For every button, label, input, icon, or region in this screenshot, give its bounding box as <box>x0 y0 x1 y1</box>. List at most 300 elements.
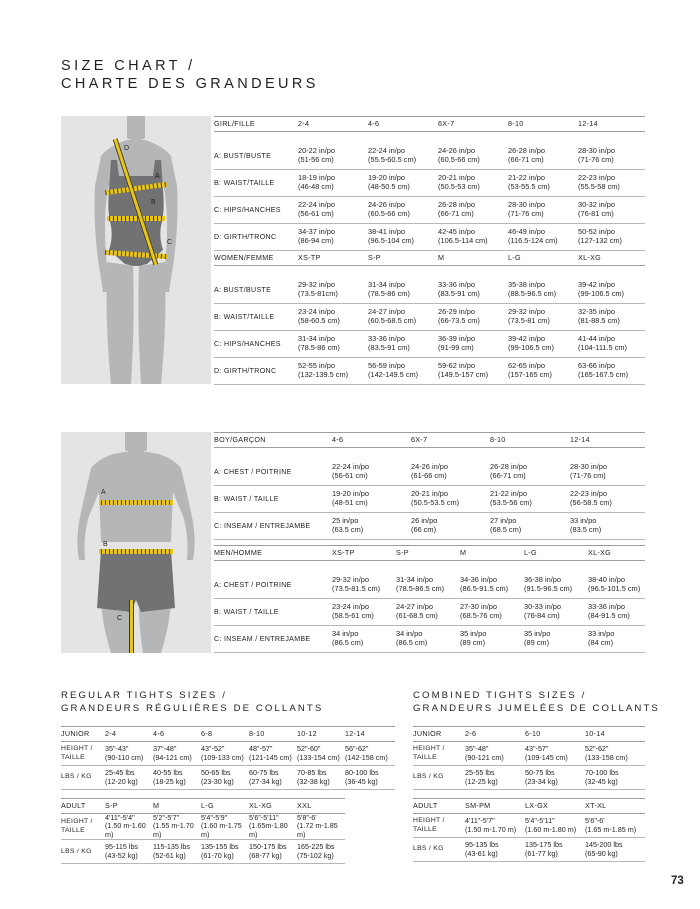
women-measure-cell <box>298 358 368 385</box>
value-metric: (60.5-66 cm) <box>368 209 410 218</box>
value-metric: (109-133 cm) <box>201 752 244 762</box>
value-metric: (56-61 cm) <box>298 209 334 218</box>
value-imperial: 80-100 lbs <box>345 768 379 778</box>
tights-cell <box>297 814 345 840</box>
tights-cell <box>153 766 201 790</box>
girls-measure-cell <box>298 224 368 251</box>
value-metric: (46-48 cm) <box>298 182 334 191</box>
men-measure-cell <box>524 599 588 626</box>
value-metric: (165-167.5 cm) <box>578 370 629 379</box>
combined-tights-title-line-2: GRANDEURS JUMELÉES DE COLLANTS <box>413 703 660 715</box>
value-metric: (89 cm) <box>524 638 550 647</box>
men-measure-cell <box>588 599 645 626</box>
value-imperial: 26-28 in/po <box>490 462 527 472</box>
value-imperial: 46-49 in/po <box>508 227 545 237</box>
men-measure-cell <box>460 572 524 599</box>
girls-measure-cell <box>438 224 508 251</box>
male-label-b: B <box>103 541 108 548</box>
tights-cell <box>249 840 297 864</box>
tights-cell <box>465 838 525 862</box>
value-metric: (96.5-104 cm) <box>368 236 415 245</box>
value-imperial: 43"-52" <box>201 744 225 754</box>
value-metric: (66-71 cm) <box>508 155 544 164</box>
value-imperial: 29-32 in/po <box>508 307 545 317</box>
tights-row-label <box>61 840 105 864</box>
value-imperial: 36-38 in/po <box>524 575 561 585</box>
boys-size-table <box>214 432 645 540</box>
tights-row <box>61 814 395 840</box>
men-size-table <box>214 545 645 653</box>
girls-measure-cell <box>578 143 645 170</box>
value-metric: (43-61 kg) <box>465 848 498 858</box>
value-metric: (53-55.5 cm) <box>508 182 550 191</box>
boys-header-row <box>214 433 645 448</box>
combined_tights-adult-label: ADULT <box>413 799 465 814</box>
men-measure-row <box>214 626 645 653</box>
value-metric: (99-106.5 cm) <box>508 343 555 352</box>
tights-row-label-line: LBS / KG <box>413 845 444 853</box>
value-metric: (66-73.5 cm) <box>438 316 480 325</box>
female-label-d: D <box>124 145 130 152</box>
value-imperial: 26-28 in/po <box>508 146 545 156</box>
women-group-label: WOMEN/FEMME <box>214 251 298 266</box>
men-size-header: M <box>460 546 524 561</box>
women-measure-cell <box>578 304 645 331</box>
value-metric: (90-121 cm) <box>465 752 504 762</box>
tights-cell <box>105 814 153 840</box>
women-size-header: XL-XG <box>578 251 645 266</box>
value-metric: (78.5-86.5 cm) <box>396 584 445 593</box>
value-imperial: 22-24 in/po <box>368 146 405 156</box>
regular-tights-title-line-2: GRANDEURS RÉGULIÈRES DE COLLANTS <box>61 703 324 715</box>
women-measure-cell <box>578 358 645 385</box>
tights-row <box>413 838 645 862</box>
girls-measure-cell <box>578 197 645 224</box>
tights-row-label-line: TAILLE <box>413 825 437 833</box>
boys-measure-cell <box>411 459 490 486</box>
boys-measure-cell <box>332 513 411 540</box>
value-imperial: 95-115 lbs <box>105 842 139 852</box>
value-metric: (90-110 cm) <box>105 752 144 762</box>
girls-measure-cell <box>298 197 368 224</box>
girls-women-size-table <box>214 116 645 385</box>
value-metric: (55.5-60.5 cm) <box>368 155 417 164</box>
value-metric: (18-25 kg) <box>153 776 186 786</box>
value-metric: (96.5-101.5 cm) <box>588 584 641 593</box>
tights-size-header: M <box>153 799 201 814</box>
women-measure-cell <box>298 277 368 304</box>
women-measure-cell <box>508 304 578 331</box>
tights-size-header: SM-PM <box>465 799 525 814</box>
men-measure-label: A: CHEST / POITRINE <box>214 572 332 599</box>
women-measure-cell <box>368 277 438 304</box>
value-imperial: 31-34 in/po <box>368 280 405 290</box>
value-metric: (91.5-96.5 cm) <box>524 584 573 593</box>
value-imperial: 34-36 in/po <box>460 575 497 585</box>
tights-cell <box>585 742 645 766</box>
tights-row <box>61 766 395 790</box>
combined_tights-adult-header-row <box>413 799 645 814</box>
female-label-b: B <box>151 199 156 206</box>
value-metric: (84-91.5 cm) <box>588 611 630 620</box>
tights-row-label <box>413 814 465 838</box>
girls-measure-cell <box>438 197 508 224</box>
value-metric: (73.5-81.5 cm) <box>332 584 381 593</box>
men-measure-cell <box>460 599 524 626</box>
value-imperial: 35"-43" <box>105 744 129 754</box>
value-metric: (86-94 cm) <box>298 236 334 245</box>
value-metric: (132-139.5 cm) <box>298 370 349 379</box>
value-imperial: 37"-48" <box>153 744 177 754</box>
tights-row-label-line: TAILLE <box>61 826 85 834</box>
value-imperial: 62-65 in/po <box>508 361 545 371</box>
value-metric: (86.5 cm) <box>332 638 364 647</box>
value-imperial: 150-175 lbs <box>249 842 287 852</box>
value-imperial: 5'2"-5'7" <box>153 813 180 822</box>
value-imperial: 50-75 lbs <box>525 768 555 778</box>
value-metric: (1.65m-1.80 m) <box>249 821 288 839</box>
boys-measure-row <box>214 486 645 513</box>
girls-measure-cell <box>298 143 368 170</box>
tights-cell <box>525 814 585 838</box>
value-imperial: 4'11"-5'4" <box>105 813 135 822</box>
tights-row-label-line: LBS / KG <box>61 773 92 781</box>
value-imperial: 4'11"-5'7" <box>465 816 495 826</box>
men-measure-cell <box>588 626 645 653</box>
boys-measure-cell <box>570 513 645 540</box>
value-imperial: 41-44 in/po <box>578 334 615 344</box>
page-title-line-2: CHARTE DES GRANDEURS <box>61 76 319 92</box>
value-imperial: 26-29 in/po <box>438 307 475 317</box>
value-imperial: 23-24 in/po <box>298 307 335 317</box>
value-metric: (51-56 cm) <box>298 155 334 164</box>
female-label-a: A <box>155 173 160 180</box>
tights-size-header: 2-4 <box>105 727 153 742</box>
value-imperial: 22-23 in/po <box>578 173 615 183</box>
tights-size-header: 6-10 <box>525 727 585 742</box>
tights-cell <box>297 766 345 790</box>
value-imperial: 21-22 in/po <box>490 489 527 499</box>
regular-tights-title <box>61 689 323 716</box>
boys-measure-label: A: CHEST / POITRINE <box>214 459 332 486</box>
value-imperial: 23-24 in/po <box>332 602 369 612</box>
girls-size-header: 8-10 <box>508 117 578 132</box>
men-measure-cell <box>524 572 588 599</box>
women-size-header: XS-TP <box>298 251 368 266</box>
boys-measure-cell <box>411 513 490 540</box>
value-imperial: 31-34 in/po <box>396 575 433 585</box>
women-measure-cell <box>508 358 578 385</box>
tights-cell <box>465 742 525 766</box>
women-measure-label: A: BUST/BUSTE <box>214 277 298 304</box>
men-measure-label: B: WAIST / TAILLE <box>214 599 332 626</box>
men-measure-cell <box>460 626 524 653</box>
value-metric: (43-52 kg) <box>105 850 138 860</box>
value-metric: (142-149.5 cm) <box>368 370 419 379</box>
value-imperial: 28-30 in/po <box>578 146 615 156</box>
value-metric: (127-132 cm) <box>578 236 622 245</box>
value-metric: (1.50 m-1.60 m) <box>105 821 146 839</box>
tights-size-header: 6-8 <box>201 727 249 742</box>
women-measure-cell <box>438 331 508 358</box>
page-number: 73 <box>671 875 684 887</box>
tights-row-label-line: HEIGHT / <box>61 745 93 753</box>
value-metric: (104-111.5 cm) <box>578 343 628 352</box>
value-imperial: 70-100 lbs <box>585 768 619 778</box>
value-imperial: 35-38 in/po <box>508 280 545 290</box>
tights-row-label <box>413 838 465 862</box>
value-imperial: 28-30 in/po <box>570 462 607 472</box>
value-metric: (48-51 cm) <box>332 498 368 507</box>
value-imperial: 35 in/po <box>524 629 551 639</box>
tights-row <box>413 766 645 790</box>
female-label-c: C <box>167 239 173 246</box>
girls-measure-cell <box>508 224 578 251</box>
value-metric: (71-76 cm) <box>570 471 606 480</box>
value-metric: (55.5-58 cm) <box>578 182 620 191</box>
value-imperial: 19-20 in/po <box>332 489 369 499</box>
value-imperial: 31-34 in/po <box>298 334 335 344</box>
tights-size-header: LX-GX <box>525 799 585 814</box>
value-metric: (61-66 cm) <box>411 471 447 480</box>
value-imperial: 33-36 in/po <box>588 602 625 612</box>
value-metric: (76-81 cm) <box>578 209 614 218</box>
tights-row <box>413 742 645 766</box>
women-measure-cell <box>508 331 578 358</box>
men-measure-label: C: INSEAM / ENTREJAMBE <box>214 626 332 653</box>
tights-cell <box>201 766 249 790</box>
girls-measure-row <box>214 170 645 197</box>
value-metric: (86.5-91.5 cm) <box>460 584 509 593</box>
value-metric: (75-102 kg) <box>297 850 334 860</box>
regular_tights-junior-label: JUNIOR <box>61 727 105 742</box>
value-metric: (65-90 kg) <box>585 848 618 858</box>
girls-measure-cell <box>368 170 438 197</box>
value-metric: (61-68.5 cm) <box>396 611 438 620</box>
tights-row-label <box>413 742 465 766</box>
women-header-row <box>214 251 645 266</box>
men-measure-cell <box>396 626 460 653</box>
women-measure-row <box>214 304 645 331</box>
value-metric: (66 cm) <box>411 525 437 534</box>
boys-measure-label: C: INSEAM / ENTREJAMBE <box>214 513 332 540</box>
boys-measure-cell <box>332 486 411 513</box>
value-imperial: 59-62 in/po <box>438 361 475 371</box>
tights-cell <box>105 766 153 790</box>
value-imperial: 95-135 lbs <box>465 840 499 850</box>
value-imperial: 50-65 lbs <box>201 768 231 778</box>
value-metric: (83.5-91 cm) <box>368 343 410 352</box>
value-metric: (81-88.5 cm) <box>578 316 620 325</box>
tights-row-label-line: TAILLE <box>413 753 437 761</box>
female-mannequin-illustration <box>61 116 211 384</box>
men-size-header: XS-TP <box>332 546 396 561</box>
women-measure-row <box>214 358 645 385</box>
men-size-header: S-P <box>396 546 460 561</box>
tights-cell <box>525 838 585 862</box>
value-imperial: 20-21 in/po <box>411 489 448 499</box>
regular-tights-title-line-1: REGULAR TIGHTS SIZES / <box>61 690 227 701</box>
regular_tights-adult-header-row <box>61 799 395 814</box>
value-metric: (50.5-53 cm) <box>438 182 480 191</box>
value-imperial: 5'8"-6' <box>297 813 317 822</box>
tights-row-label <box>61 814 105 840</box>
value-imperial: 145-200 lbs <box>585 840 623 850</box>
men-group-label: MEN/HOMME <box>214 546 332 561</box>
value-imperial: 56"-62" <box>345 744 369 754</box>
girls-measure-cell <box>368 224 438 251</box>
value-metric: (73.5-81 cm) <box>508 316 550 325</box>
page-title-line-1: SIZE CHART / <box>61 58 196 74</box>
male-label-c: C <box>117 615 123 622</box>
combined_tights-junior-label: JUNIOR <box>413 727 465 742</box>
tights-cell <box>585 814 645 838</box>
girls-measure-cell <box>508 170 578 197</box>
value-metric: (68.5 cm) <box>490 525 522 534</box>
boys-measure-cell <box>332 459 411 486</box>
value-imperial: 165-225 lbs <box>297 842 335 852</box>
value-metric: (78.5-86 cm) <box>298 343 340 352</box>
tights-row-label-line: TAILLE <box>61 753 85 761</box>
girls-measure-cell <box>368 143 438 170</box>
tights-cell <box>465 766 525 790</box>
women-measure-cell <box>508 277 578 304</box>
girls-measure-label: B: WAIST/TAILLE <box>214 170 298 197</box>
girls-measure-label: C: HIPS/HANCHES <box>214 197 298 224</box>
tights-row-label-line: HEIGHT / <box>413 745 445 753</box>
value-imperial: 35 in/po <box>460 629 487 639</box>
boys-measure-cell <box>570 486 645 513</box>
girls-measure-cell <box>578 224 645 251</box>
regular-tights-table <box>61 726 395 864</box>
value-metric: (36-45 kg) <box>345 776 378 786</box>
boys-measure-label: B: WAIST / TAILLE <box>214 486 332 513</box>
tights-row-label-line: LBS / KG <box>413 773 444 781</box>
women-measure-label: B: WAIST/TAILLE <box>214 304 298 331</box>
value-imperial: 135-155 lbs <box>201 842 239 852</box>
value-metric: (58-60.5 cm) <box>298 316 340 325</box>
value-imperial: 115-135 lbs <box>153 842 191 852</box>
value-metric: (78.5-86 cm) <box>368 289 410 298</box>
value-imperial: 48"-57" <box>249 744 273 754</box>
girls-measure-row <box>214 224 645 251</box>
value-imperial: 36-39 in/po <box>438 334 475 344</box>
value-imperial: 5'6"-6' <box>585 816 605 826</box>
value-metric: (84 cm) <box>588 638 614 647</box>
tights-row-label-line: HEIGHT / <box>413 817 445 825</box>
girls-measure-label: A: BUST/BUSTE <box>214 143 298 170</box>
value-metric: (89 cm) <box>460 638 486 647</box>
value-imperial: 52"-62" <box>585 744 609 754</box>
tights-size-header: XXL <box>297 799 345 814</box>
tights-size-header: 10-14 <box>585 727 645 742</box>
boys-measure-row <box>214 513 645 540</box>
value-imperial: 33 in/po <box>588 629 615 639</box>
women-measure-cell <box>438 304 508 331</box>
value-metric: (23-34 kg) <box>525 776 558 786</box>
value-imperial: 5'4"-5'11" <box>525 816 555 826</box>
value-imperial: 32-35 in/po <box>578 307 615 317</box>
girls-group-label: GIRL/FILLE <box>214 117 298 132</box>
value-metric: (1.55 m-1.70 m) <box>153 821 194 839</box>
men-measure-cell <box>588 572 645 599</box>
girls-size-header: 4-6 <box>368 117 438 132</box>
tights-size-header: 8-10 <box>249 727 297 742</box>
women-measure-row <box>214 277 645 304</box>
tights-row <box>413 814 645 838</box>
value-metric: (1.65 m-1.85 m) <box>585 824 637 834</box>
male-label-a: A <box>101 489 106 496</box>
tights-cell <box>201 814 249 840</box>
value-imperial: 34 in/po <box>396 629 423 639</box>
girls-measure-label: D: GIRTH/TRONC <box>214 224 298 251</box>
tights-size-header: S-P <box>105 799 153 814</box>
value-metric: (133-154 cm) <box>297 752 340 762</box>
women-measure-cell <box>438 277 508 304</box>
value-metric: (116.5-124 cm) <box>508 236 558 245</box>
value-imperial: 43"-57" <box>525 744 549 754</box>
value-metric: (99-106.5 cm) <box>578 289 625 298</box>
combined_tights-junior-header-row <box>413 727 645 742</box>
value-imperial: 24-26 in/po <box>368 200 405 210</box>
women-measure-label: C: HIPS/HANCHES <box>214 331 298 358</box>
regular_tights-adult-label: ADULT <box>61 799 105 814</box>
tights-cell <box>525 742 585 766</box>
value-imperial: 56-59 in/po <box>368 361 405 371</box>
combined-tights-table <box>413 726 645 862</box>
value-imperial: 135-175 lbs <box>525 840 563 850</box>
men-measure-cell <box>332 572 396 599</box>
value-imperial: 25-55 lbs <box>465 768 495 778</box>
value-metric: (1.50 m-1.70 m) <box>465 824 517 834</box>
value-imperial: 25 in/po <box>332 516 359 526</box>
girls-measure-cell <box>508 197 578 224</box>
girls-measure-cell <box>508 143 578 170</box>
value-metric: (76-84 cm) <box>524 611 560 620</box>
value-metric: (71-76 cm) <box>508 209 544 218</box>
men-measure-cell <box>524 626 588 653</box>
tights-row-label-line: LBS / KG <box>61 847 92 855</box>
value-imperial: 20-22 in/po <box>298 146 335 156</box>
girls-measure-cell <box>438 170 508 197</box>
value-imperial: 42-45 in/po <box>438 227 475 237</box>
men-size-header: L-G <box>524 546 588 561</box>
value-metric: (133-158 cm) <box>585 752 628 762</box>
value-imperial: 30-32 in/po <box>578 200 615 210</box>
tights-size-header: 12-14 <box>345 727 395 742</box>
value-metric: (48-50.5 cm) <box>368 182 410 191</box>
value-imperial: 33 in/po <box>570 516 597 526</box>
value-metric: (106.5-114 cm) <box>438 236 488 245</box>
boys-size-header: 8-10 <box>490 433 570 448</box>
value-metric: (60.5-66 cm) <box>438 155 480 164</box>
boys-measure-cell <box>490 486 570 513</box>
value-imperial: 34-37 in/po <box>298 227 335 237</box>
tights-cell <box>525 766 585 790</box>
value-metric: (1.60 m-1.75 m) <box>201 821 242 839</box>
value-metric: (63.5 cm) <box>332 525 364 534</box>
tights-size-header: 2-6 <box>465 727 525 742</box>
value-metric: (61-77 kg) <box>525 848 558 858</box>
men-header-row <box>214 546 645 561</box>
value-imperial: 22-24 in/po <box>298 200 335 210</box>
value-imperial: 40-55 lbs <box>153 768 183 778</box>
value-metric: (71-76 cm) <box>578 155 614 164</box>
value-imperial: 22-24 in/po <box>332 462 369 472</box>
tights-size-header: XL-XG <box>249 799 297 814</box>
value-imperial: 52-55 in/po <box>298 361 335 371</box>
value-metric: (27-34 kg) <box>249 776 282 786</box>
